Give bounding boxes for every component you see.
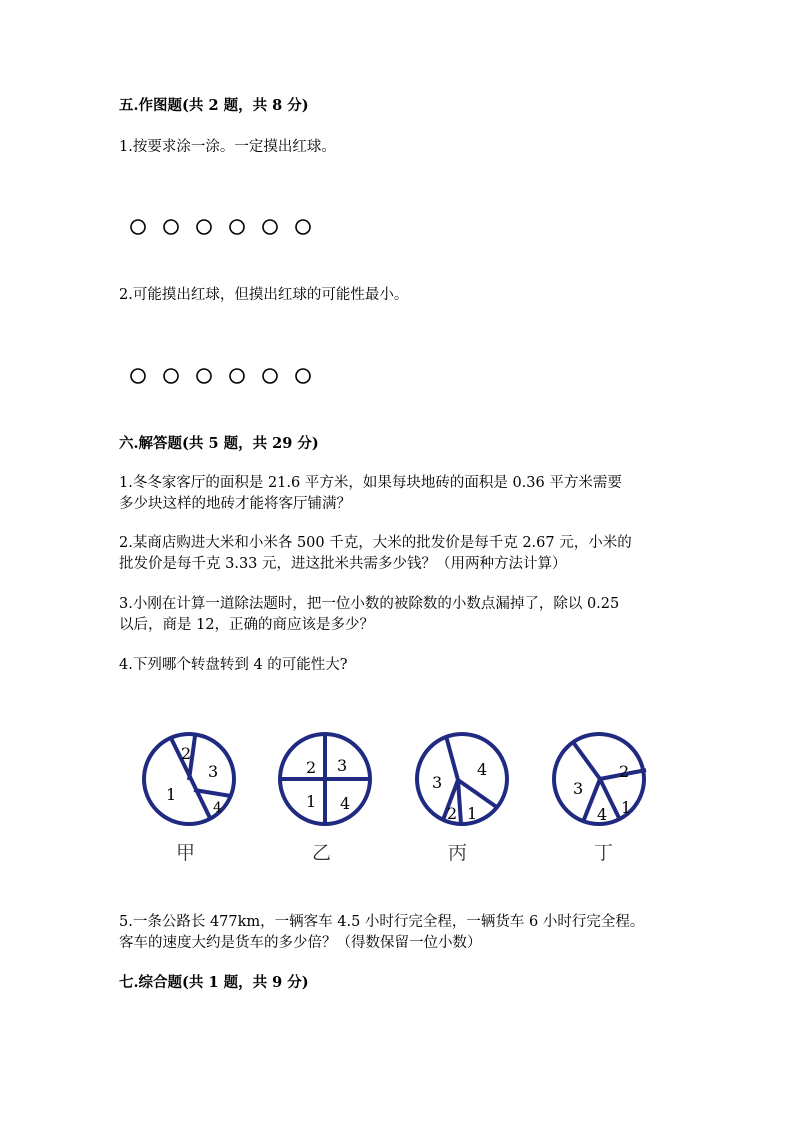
section7-heading: 七.综合题(共 1 题，共 9 分) (119, 974, 309, 991)
spinner-number: 3 (337, 756, 348, 775)
question-6-1-line1: 1.冬冬家客厅的面积是 21.6 平方米，如果每块地砖的面积是 0.36 平方米需要 (119, 475, 622, 491)
spinner-label: 乙 (312, 842, 332, 864)
spinner-number: 2 (181, 744, 192, 763)
spinner-ding (554, 734, 646, 824)
spinner-number: 4 (597, 805, 608, 824)
spinner-number: 4 (213, 800, 222, 816)
blank-circle[interactable] (296, 220, 310, 234)
spinners-figure (130, 732, 670, 872)
spinner-yi (280, 734, 370, 824)
blank-circle[interactable] (164, 369, 178, 383)
blank-circle[interactable] (230, 369, 244, 383)
question-6-2-line2: 批发价是每千克 3.33 元，进这批米共需多少钱？（用两种方法计算） (119, 556, 567, 572)
spinner-number: 1 (621, 798, 632, 817)
question-5-1: 1.按要求涂一涂。一定摸出红球。 (119, 139, 336, 155)
blank-circle[interactable] (230, 220, 244, 234)
spinner-label: 丙 (448, 842, 468, 864)
circle-row-2 (130, 367, 330, 387)
spinner-number: 3 (208, 762, 219, 781)
question-6-5-line2: 客车的速度大约是货车的多少倍？（得数保留一位小数） (119, 935, 482, 951)
spinner-number: 3 (432, 773, 443, 792)
spinner-number: 2 (447, 804, 458, 823)
question-5-2: 2.可能摸出红球，但摸出红球的可能性最小。 (119, 287, 409, 303)
question-6-4: 4.下列哪个转盘转到 4 的可能性大? (119, 657, 348, 673)
blank-circle[interactable] (131, 220, 145, 234)
spinner-jia (144, 734, 234, 824)
blank-circle[interactable] (263, 220, 277, 234)
blank-circle[interactable] (197, 369, 211, 383)
question-6-3-line2: 以后，商是 12，正确的商应该是多少？ (119, 617, 375, 633)
spinner-number: 4 (477, 760, 488, 779)
spinner-label: 甲 (176, 842, 196, 864)
blank-circle[interactable] (296, 369, 310, 383)
section6-heading: 六.解答题(共 5 题，共 29 分) (119, 435, 319, 452)
blank-circle[interactable] (197, 220, 211, 234)
question-6-5-line1: 5.一条公路长 477km，一辆客车 4.5 小时行完全程，一辆货车 6 小时行完全程。 (119, 914, 645, 930)
spinner-divider (458, 780, 498, 808)
section5-heading: 五.作图题(共 2 题，共 8 分) (119, 97, 309, 114)
spinner-number: 1 (306, 792, 317, 811)
question-6-2-line1: 2.某商店购进大米和小米各 500 千克，大米的批发价是每千克 2.67 元，小米的 (119, 535, 632, 551)
spinner-number: 1 (166, 785, 177, 804)
question-6-1-line2: 多少块这样的地砖才能将客厅铺满？ (119, 496, 351, 512)
question-6-3-line1: 3.小刚在计算一道除法题时，把一位小数的被除数的小数点漏掉了，除以 0.25 (119, 596, 620, 612)
circle-row-2-svg (130, 367, 330, 387)
blank-circle[interactable] (164, 220, 178, 234)
spinner-number: 2 (619, 762, 630, 781)
circle-row-1-svg (130, 218, 330, 238)
spinner-number: 4 (340, 794, 351, 813)
spinner-number: 1 (467, 804, 478, 823)
spinner-label: 丁 (594, 842, 614, 864)
spinner-divider (458, 780, 461, 824)
spinner-number: 2 (306, 758, 317, 777)
blank-circle[interactable] (263, 369, 277, 383)
circle-row-1 (130, 218, 330, 238)
spinner-bing (417, 734, 507, 824)
blank-circle[interactable] (131, 369, 145, 383)
spinner-divider (573, 742, 600, 779)
spinners-svg (130, 732, 670, 872)
spinner-divider (446, 736, 458, 780)
spinner-number: 3 (573, 779, 584, 798)
